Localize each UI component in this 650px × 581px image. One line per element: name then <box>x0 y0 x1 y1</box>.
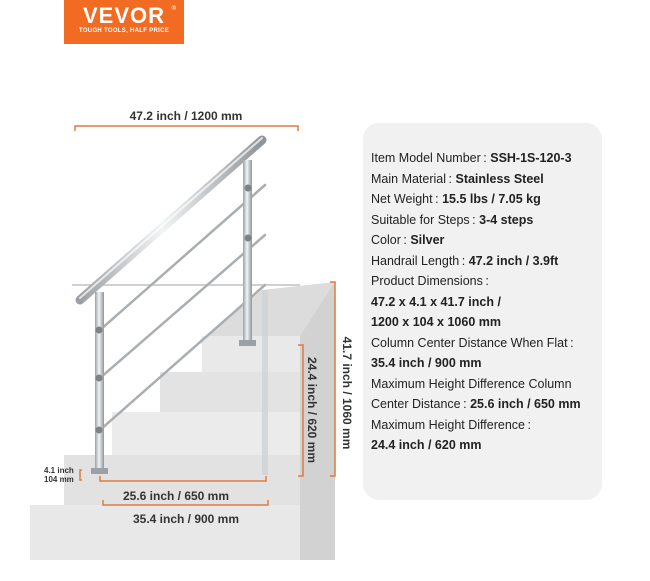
spec-label: Item Model Number : <box>371 151 487 165</box>
spec-label: Product Dimensions : <box>371 274 489 288</box>
dim-column-diff: 25.6 inch / 650 mm <box>122 489 230 503</box>
spec-row <box>371 356 481 371</box>
post-bracket <box>245 185 252 192</box>
spec-row <box>371 315 501 330</box>
spec-row <box>371 274 489 289</box>
post-bracket <box>96 375 103 382</box>
stair-step-2 <box>112 412 300 455</box>
spec-value: 1200 x 104 x 1060 mm <box>371 315 501 329</box>
spec-value: Silver <box>410 233 445 247</box>
spec-label: Net Weight : <box>371 192 439 206</box>
spec-value: 25.6 inch / 650 mm <box>470 397 581 411</box>
spec-row <box>371 213 533 228</box>
spec-row <box>371 254 558 269</box>
spec-label: Column Center Distance When Flat : <box>371 335 574 350</box>
dim-top-width: 47.2 inch / 1200 mm <box>129 109 243 123</box>
spec-value: Stainless Steel <box>455 171 544 186</box>
spec-value: 35.4 inch / 900 mm <box>371 356 482 370</box>
logo-tagline: TOUGH TOOLS, HALF PRICE <box>78 28 169 34</box>
spec-label: Handrail Length : <box>371 253 466 268</box>
spec-row <box>371 418 531 433</box>
left-post-base <box>91 468 108 474</box>
dim-rail-height: 24.4 inch / 620 mm <box>305 356 319 464</box>
dim-base-inch: 4.1 inch <box>44 466 74 475</box>
spec-value: 3-4 steps <box>479 212 534 227</box>
post-bracket <box>96 427 103 434</box>
dim-top-width-line <box>75 126 298 131</box>
spec-label: Center Distance : <box>371 397 467 411</box>
spec-label: Main Material : <box>371 171 452 186</box>
spec-row <box>371 336 574 351</box>
stair-step-3 <box>160 372 300 412</box>
right-post-base <box>239 340 256 346</box>
spec-label: Color : <box>371 233 407 247</box>
spec-value: SSH-1S-120-3 <box>490 151 572 165</box>
dim-column-flat: 35.4 inch / 900 mm <box>132 512 240 526</box>
handrail-highlight <box>80 138 262 298</box>
spec-value: 15.5 lbs / 7.05 kg <box>442 192 541 206</box>
spec-row <box>371 295 501 310</box>
handrail-tube <box>80 140 262 300</box>
spec-row <box>371 192 541 207</box>
spec-row <box>371 172 544 187</box>
dim-total-height: 41.7 inch / 1060 mm <box>340 336 354 450</box>
spec-row <box>371 233 444 248</box>
spec-value: 47.2 inch / 3.9ft <box>468 253 559 268</box>
spec-row <box>371 438 481 453</box>
post-bracket <box>245 235 252 242</box>
left-post <box>95 292 104 472</box>
spec-label: Suitable for Steps : <box>371 212 476 227</box>
dim-base-mm: 104 mm <box>44 475 74 484</box>
spec-row <box>371 397 581 412</box>
spec-label: Maximum Height Difference : <box>371 417 531 432</box>
spec-label: Maximum Height Difference Column <box>371 376 572 391</box>
spec-row <box>371 151 572 166</box>
logo-wordmark: VEVOR <box>82 3 166 28</box>
registered-mark: ® <box>171 6 176 12</box>
spec-value: 24.4 inch / 620 mm <box>371 438 482 452</box>
spec-row <box>371 377 572 392</box>
floating-post <box>262 290 268 475</box>
spec-value: 47.2 x 4.1 x 41.7 inch / <box>371 294 501 309</box>
post-bracket <box>96 327 103 334</box>
